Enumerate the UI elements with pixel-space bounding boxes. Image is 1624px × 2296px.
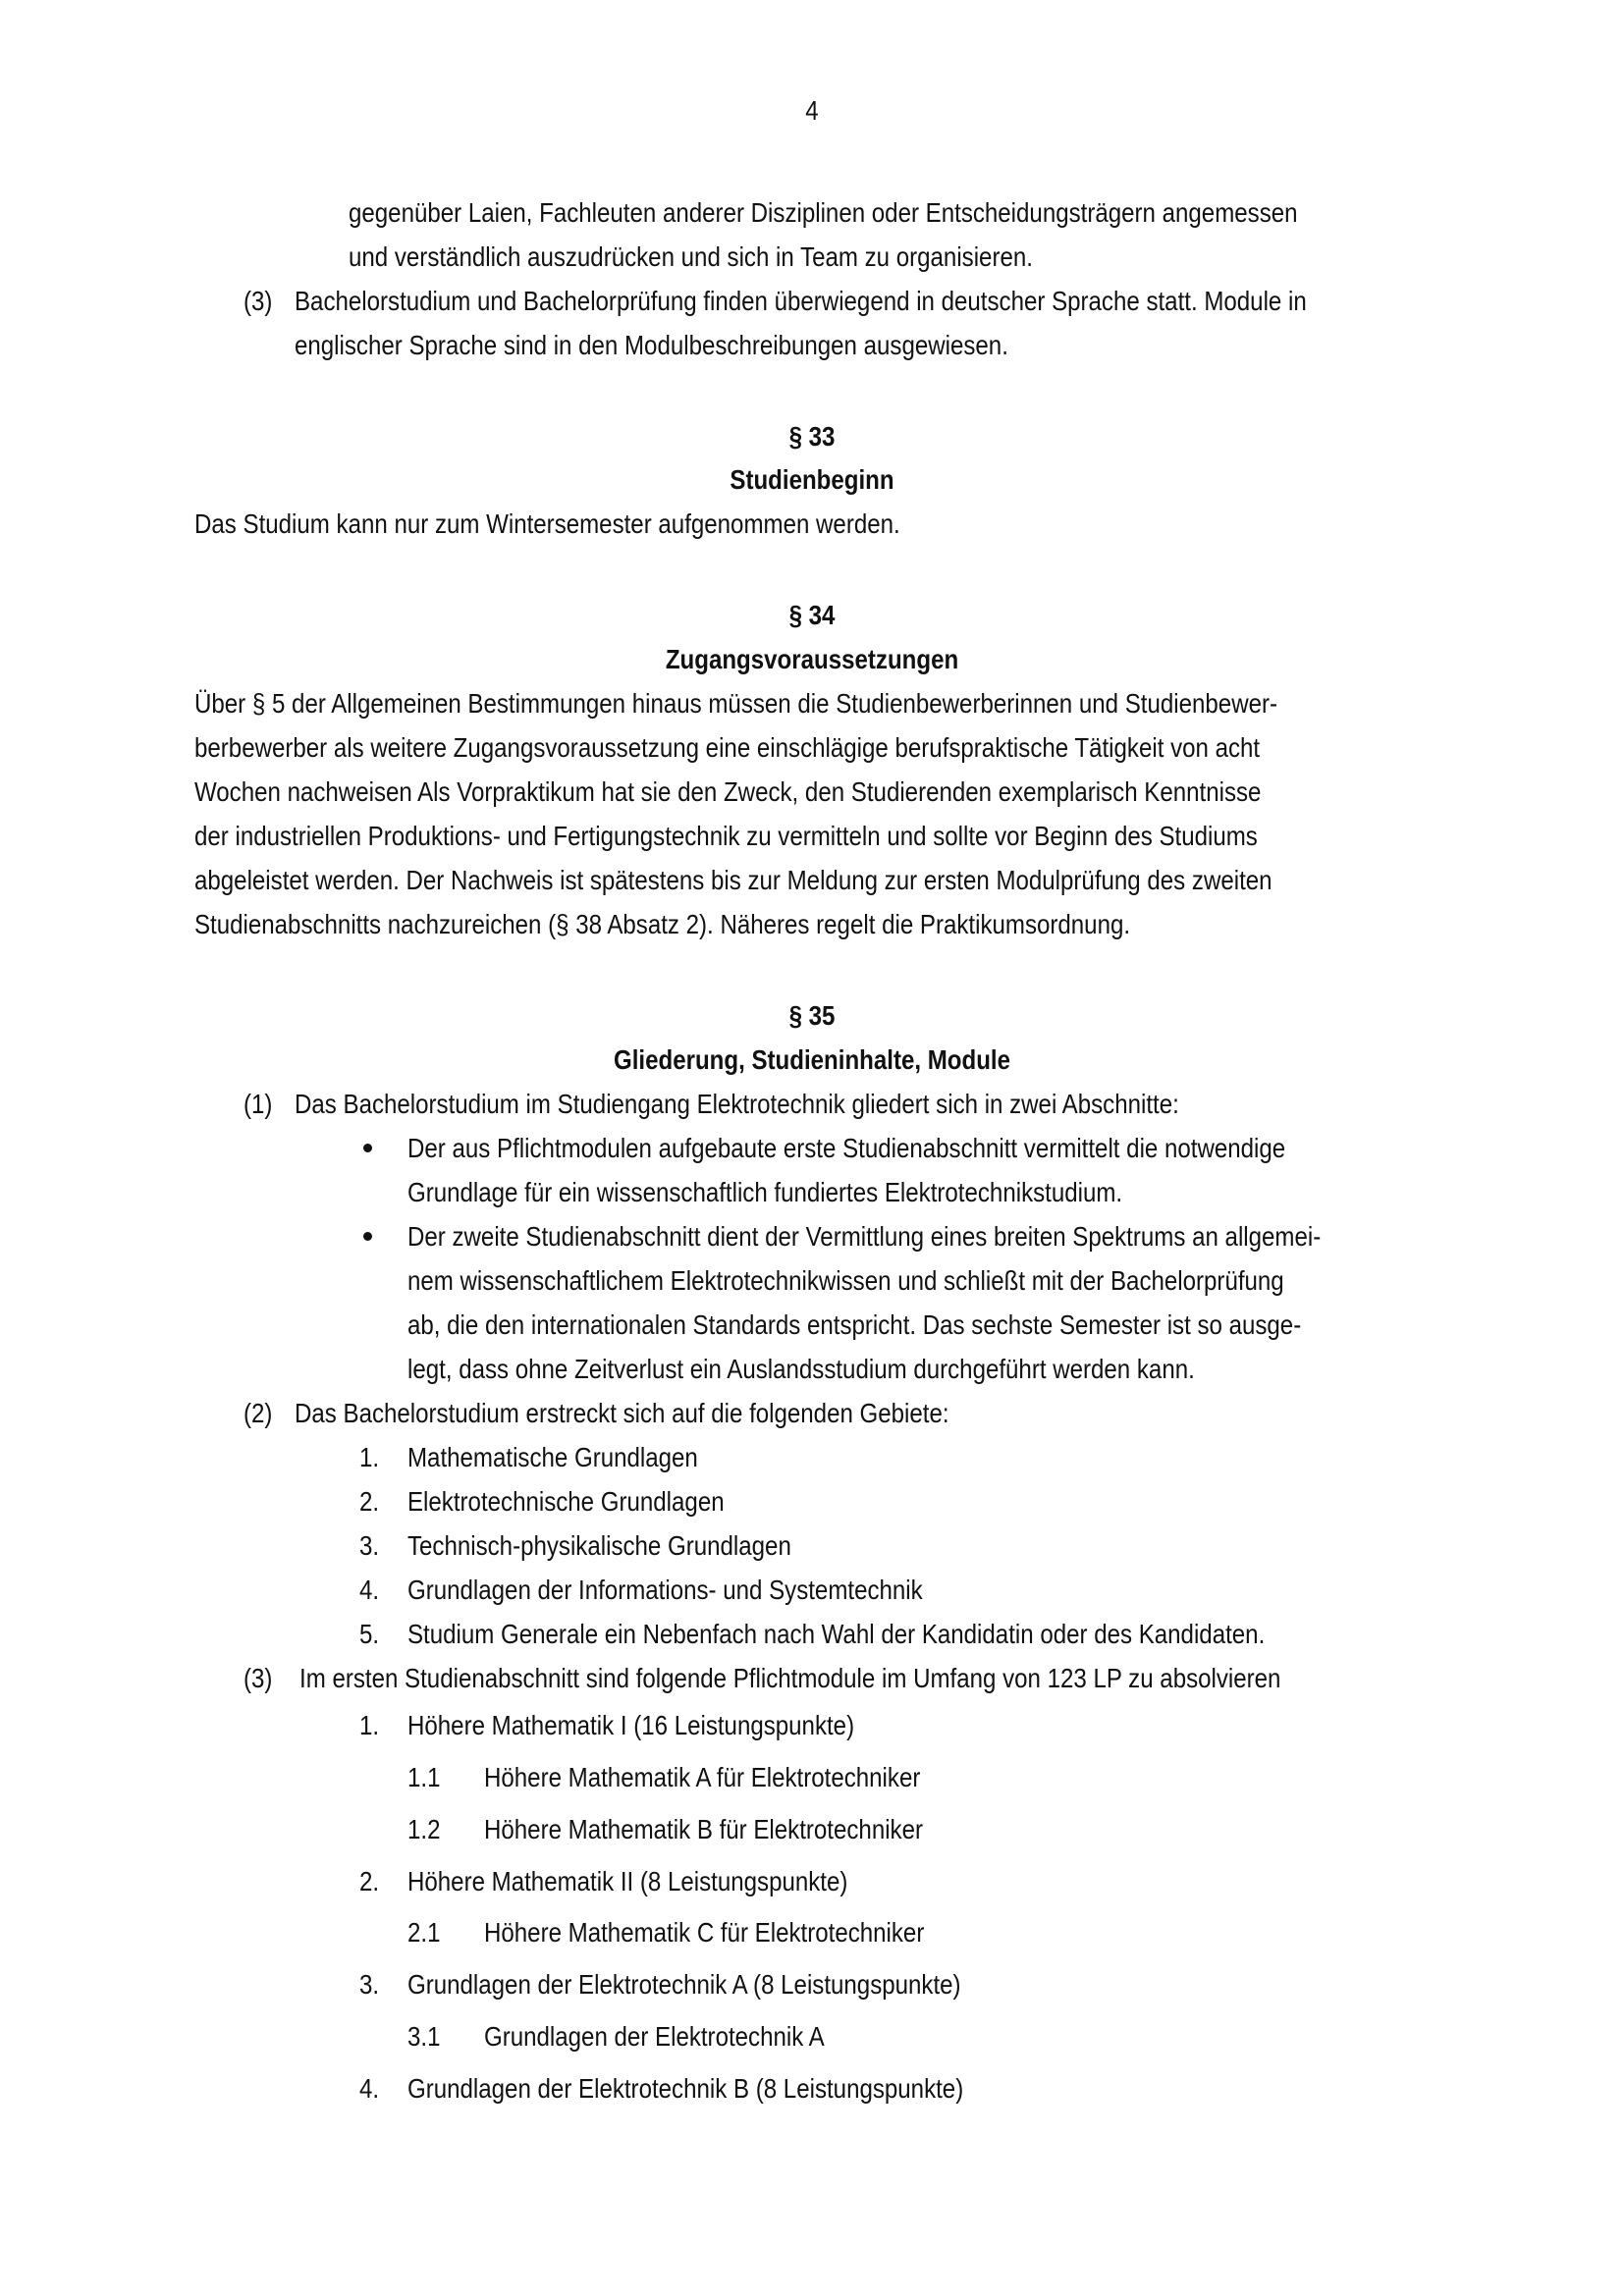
item-number: (2) (244, 1398, 273, 1428)
bullet-2-line: Der zweite Studienabschnitt dient der Vermittlung eines breiten Spektrums an allgemei- (407, 1221, 1322, 1252)
paragraph-2-text: Das Bachelorstudium erstreckt sich auf die folgenden Gebiete: (295, 1398, 949, 1428)
list-item-number: 4. (359, 1575, 380, 1605)
bullet-1-line: Grundlage für ein wissenschaftlich fundiertes Elektrotechnikstudium. (407, 1177, 1123, 1207)
list-item: Elektrotechnische Grundlagen (407, 1486, 725, 1517)
page-number: 4 (805, 95, 819, 126)
list-item: Studium Generale ein Nebenfach nach Wahl der Kandidatin oder des Kandidaten. (407, 1619, 1266, 1649)
module-item: Höhere Mathematik I (16 Leistungspunkte) (407, 1710, 855, 1740)
item-number: (3) (244, 1663, 273, 1693)
module-item: Höhere Mathematik II (8 Leistungspunkte) (407, 1866, 848, 1896)
submodule-item: Höhere Mathematik B für Elektrotechniker (484, 1814, 924, 1844)
list-item-number: 3. (359, 1530, 380, 1561)
bullet-icon (363, 1144, 372, 1152)
module-number: 3. (359, 1969, 380, 2000)
submodule-item: Höhere Mathematik A für Elektrotechniker (484, 1762, 921, 1792)
section-34-line: berbewerber als weitere Zugangsvoraussetzung eine einschlägige berufspraktische Tätigkeit von acht (194, 732, 1261, 763)
submodule-number: 3.1 (407, 2021, 441, 2052)
section-title: Studienbeginn (730, 464, 894, 495)
section-33-text: Das Studium kann nur zum Wintersemester aufgenommen werden. (194, 508, 900, 539)
module-item: Grundlagen der Elektrotechnik A (8 Leistungspunkte) (407, 1969, 961, 2000)
paragraph-1-text: Das Bachelorstudium im Studiengang Elektrotechnik gliedert sich in zwei Abschnitte: (295, 1089, 1179, 1119)
paragraph-3-text: Im ersten Studienabschnitt sind folgende Pflichtmodule im Umfang von 123 LP zu absolvieren (299, 1663, 1281, 1693)
intro-continuation-line: gegenüber Laien, Fachleuten anderer Disziplinen oder Entscheidungsträgern angemessen (349, 197, 1298, 228)
bullet-2-line: nem wissenschaftlichem Elektrotechnikwissen und schließt mit der Bachelorprüfung (407, 1265, 1284, 1296)
module-item: Grundlagen der Elektrotechnik B (8 Leistungspunkte) (407, 2073, 964, 2104)
list-item: Technisch-physikalische Grundlagen (407, 1530, 791, 1561)
item-number: (1) (244, 1089, 273, 1119)
submodule-number: 1.2 (407, 1814, 441, 1844)
section-number: § 33 (788, 421, 836, 452)
bullet-2-line: legt, dass ohne Zeitverlust ein Auslandsstudium durchgeführt werden kann. (407, 1354, 1195, 1384)
list-item: Mathematische Grundlagen (407, 1442, 698, 1472)
list-item-number: 1. (359, 1442, 380, 1472)
section-34-line: Über § 5 der Allgemeinen Bestimmungen hinaus müssen die Studienbewerberinnen und Studienbewer- (194, 688, 1278, 719)
item-number: (3) (244, 286, 273, 316)
section-number: § 35 (788, 1000, 836, 1031)
module-number: 1. (359, 1710, 380, 1740)
section-34-line: abgeleistet werden. Der Nachweis ist spätestens bis zur Meldung zur ersten Modulprüfung des zweiten (194, 865, 1272, 895)
list-item-number: 2. (359, 1486, 380, 1517)
item-3-line: englischer Sprache sind in den Modulbeschreibungen ausgewiesen. (295, 330, 1008, 360)
section-34-line: Wochen nachweisen Als Vorpraktikum hat sie den Zweck, den Studierenden exemplarisch Kenntnisse (194, 776, 1262, 807)
submodule-item: Grundlagen der Elektrotechnik A (484, 2021, 825, 2052)
section-title: Zugangsvoraussetzungen (665, 644, 959, 674)
section-number: § 34 (788, 600, 836, 630)
module-number: 2. (359, 1866, 380, 1896)
module-number: 4. (359, 2073, 380, 2104)
section-34-line: Studienabschnitts nachzureichen (§ 38 Absatz 2). Näheres regelt die Praktikumsordnung. (194, 909, 1131, 939)
bullet-2-line: ab, die den internationalen Standards entspricht. Das sechste Semester ist so ausge- (407, 1309, 1302, 1340)
submodule-item: Höhere Mathematik C für Elektrotechniker (484, 1917, 925, 1948)
bullet-1-line: Der aus Pflichtmodulen aufgebaute erste Studienabschnitt vermittelt die notwendige (407, 1133, 1286, 1163)
bullet-icon (363, 1232, 372, 1241)
submodule-number: 2.1 (407, 1917, 441, 1948)
section-title: Gliederung, Studieninhalte, Module (613, 1044, 1011, 1075)
list-item: Grundlagen der Informations- und Systemtechnik (407, 1575, 923, 1605)
section-34-line: der industriellen Produktions- und Fertigungstechnik zu vermitteln und sollte vor Beginn des Studiums (194, 821, 1258, 851)
intro-continuation-line: und verständlich auszudrücken und sich in Team zu organisieren. (349, 241, 1033, 272)
list-item-number: 5. (359, 1619, 380, 1649)
item-3-line: Bachelorstudium und Bachelorprüfung finden überwiegend in deutscher Sprache statt. Module in (295, 286, 1307, 316)
submodule-number: 1.1 (407, 1762, 441, 1792)
